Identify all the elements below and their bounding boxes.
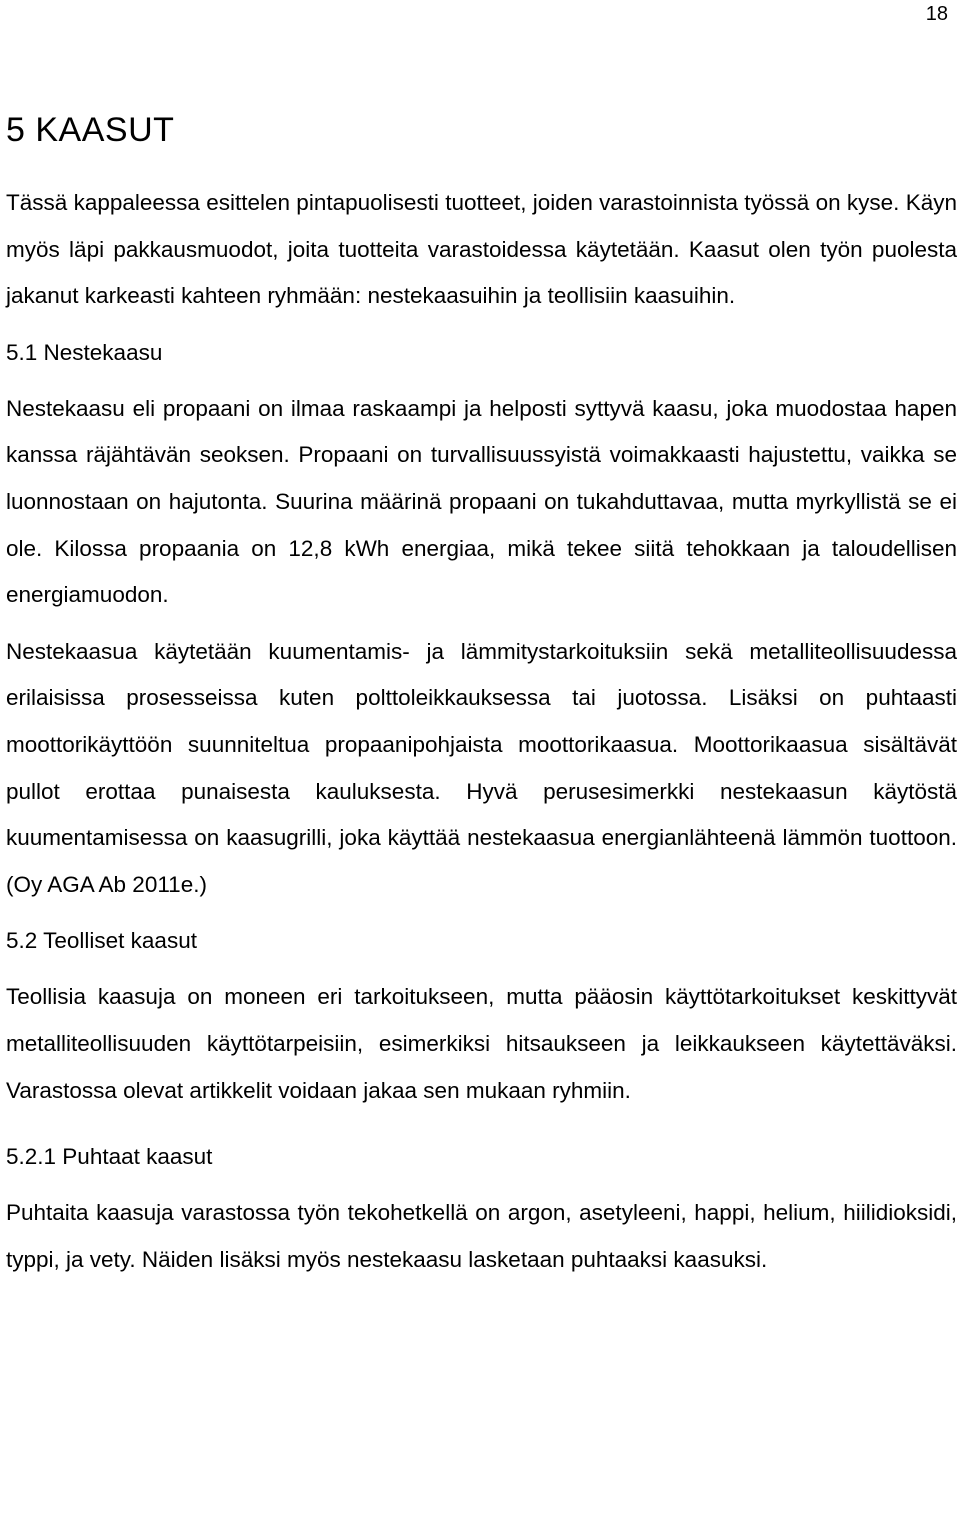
section-heading-5-1: 5.1 Nestekaasu	[6, 339, 163, 365]
chapter-title: 5 KAASUT	[6, 111, 175, 149]
section-5-2-1-paragraph: Puhtaita kaasuja varastossa työn tekohetkellä on argon, asetyleeni, happi, helium, hiilidioksidi, typpi, ja vety. Näiden lisäksi myös nestekaasu lasketaan puhtaaksi kaasuksi.	[6, 1200, 957, 1272]
chapter-intro-paragraph: Tässä kappaleessa esittelen pintapuolisesti tuotteet, joiden varastoinnista työssä on kyse. Käyn myös läpi pakkausmuodot, joita tuotteita varastoidessa käytetään. Kaasut olen työn puolesta jakanut karkeasti kahteen ryhmään: nestekaasuihin ja teollisiin kaasuihin.	[6, 190, 957, 309]
section-5-1-paragraph-2: Nestekaasua käytetään kuumentamis- ja lämmitystarkoituksiin sekä metalliteollisuudessa erilaisissa prosesseissa kuten polttoleikkauksessa tai juotossa. Lisäksi on puhtaasti moottorikäyttöön suunniteltua propaanipohjaista moottorikaasua. Moottorikaasua sisältävät pullot erottaa punaisesta kauluksesta. Hyvä perusesimerkki nestekaasun käytöstä kuumentamisessa on kaasugrilli, joka käyttää nestekaasua energianlähteenä lämmön tuottoon. (Oy AGA Ab 2011e.)	[6, 638, 957, 897]
section-heading-5-2: 5.2 Teolliset kaasut	[6, 928, 197, 954]
section-5-1-paragraph-1: Nestekaasu eli propaani on ilmaa raskaampi ja helposti syttyvä kaasu, joka muodostaa hapen kanssa räjähtävän seoksen. Propaani on turvallisuussyistä voimakkaasti hajustettu, vaikka se luonnostaan on hajutonta. Suurina määrinä propaani on tukahduttavaa, mutta myrkyllistä se ei ole. Kilossa propaania on 12,8 kWh energiaa, mikä tekee siitä tehokkaan ja taloudellisen energiamuodon.	[6, 395, 957, 608]
document-page	[6, 106, 957, 1283]
section-5-2-paragraph: Teollisia kaasuja on moneen eri tarkoitukseen, mutta pääosin käyttötarkoitukset keskittyvät metalliteollisuuden käyttötarpeisiin, esimerkiksi hitsaukseen ja leikkaukseen käytettäväksi. Varastossa olevat artikkelit voidaan jakaa sen mukaan ryhmiin.	[6, 984, 957, 1103]
page-number: 18	[925, 3, 948, 25]
section-heading-5-2-1: 5.2.1 Puhtaat kaasut	[6, 1144, 213, 1170]
